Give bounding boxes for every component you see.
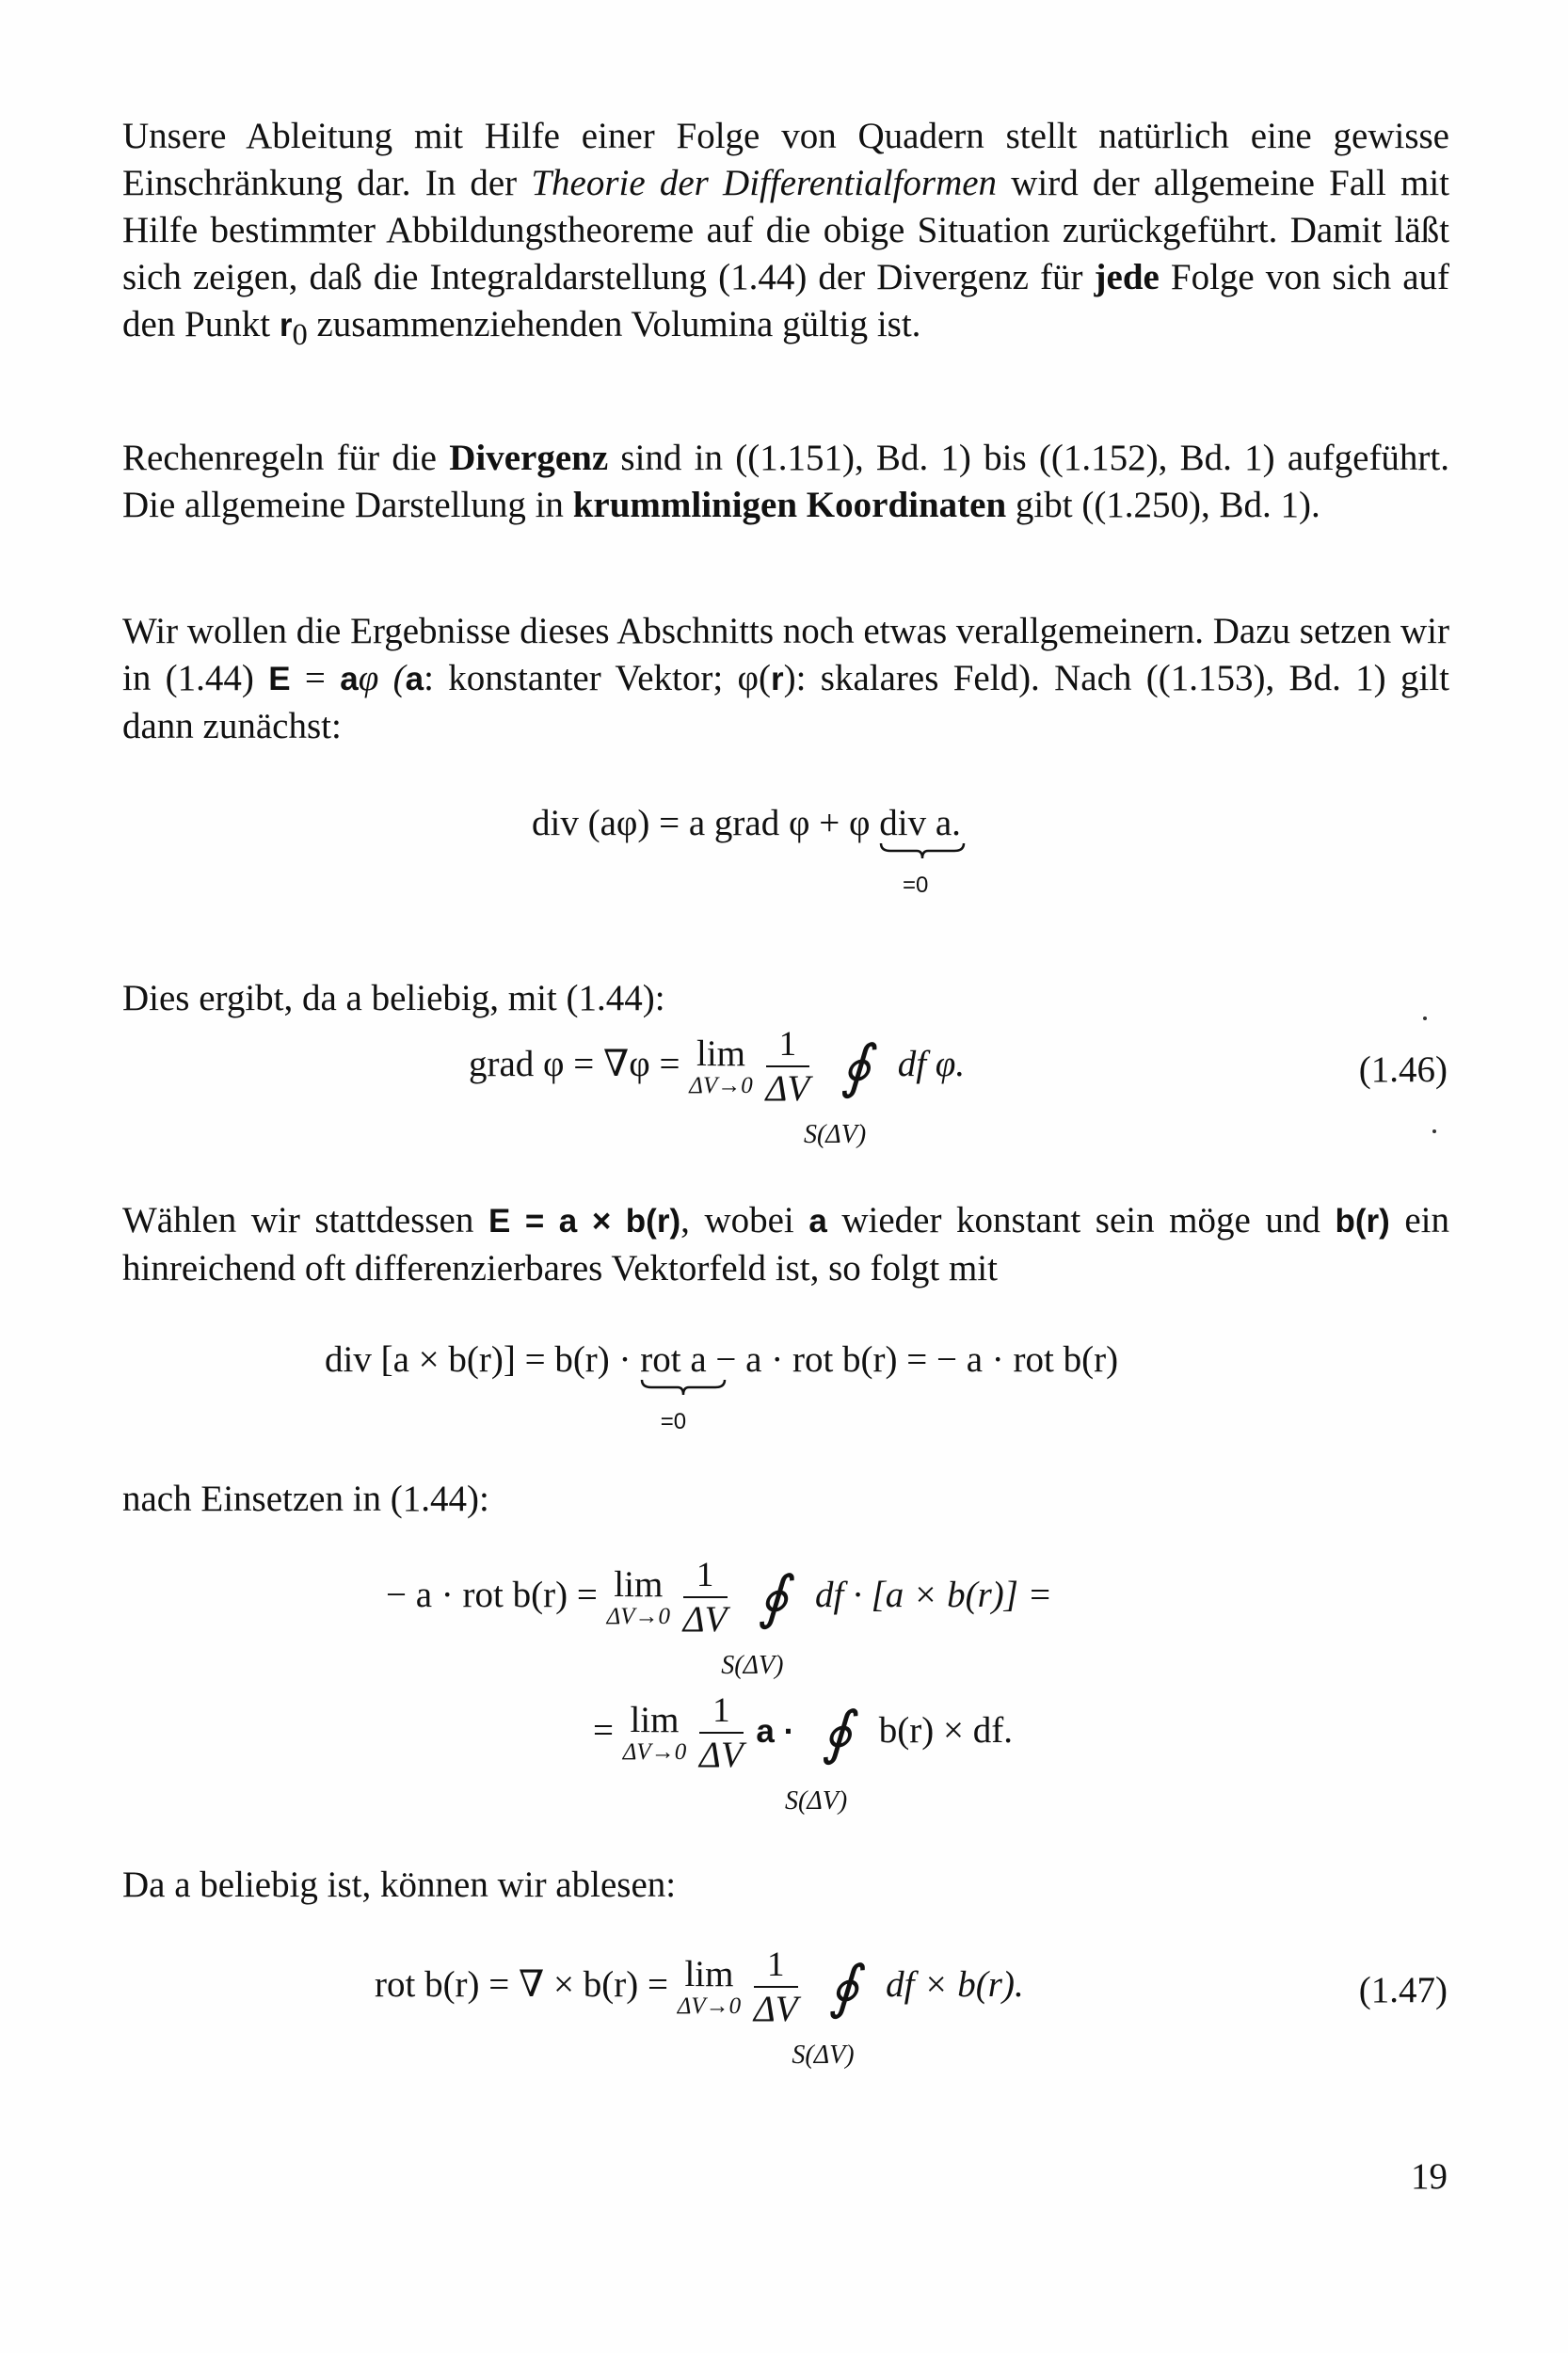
underbrace-icon: [640, 1378, 727, 1397]
equation-1-47: rot b(r) = ∇ × b(r) = lim ΔV→0 $\frac{1}{\Delta V}$ ∮ S(ΔV) df × b(r).: [375, 1945, 1024, 2070]
fraction: $\frac{1}{\Delta V}$: [682, 1556, 728, 1640]
equation-limit-line-2: = lim ΔV→0 $\frac{1}{\Delta V}$ a · ∮ S(ΔV) b(r) × df.: [593, 1691, 1013, 1816]
equation-div-cross: div [a × b(r)] = b(r) · rot a =0 − a · rot b(r) = − a · rot b(r): [325, 1337, 1118, 1384]
equation-number-1-47: (1.47): [1358, 1970, 1448, 2010]
paragraph-2: Rechenregeln für die Divergenz sind in ((1.151), Bd. 1) bis ((1.152), Bd. 1) aufgeführt. Die allgemeine Darstellung in krummlinigen Koordinaten gibt ((1.250), Bd. 1).: [122, 438, 1450, 525]
paragraph-4: Dies ergibt, da a beliebig, mit (1.44):: [122, 978, 665, 1018]
paragraph-6: nach Einsetzen in (1.44):: [122, 1479, 489, 1519]
fraction: $\frac{1}{\Delta V}$: [698, 1691, 744, 1775]
underbrace-rot-a: rot a =0: [640, 1337, 706, 1384]
equation-limit-line-1: − a · rot b(r) = lim ΔV→0 $\frac{1}{\Delta V}$ ∮ S(ΔV) df · [a × b(r)] =: [386, 1556, 1052, 1680]
equation-1-46: grad φ = ∇φ = lim ΔV→0 $\frac{1}{\Delta V}$ ∮ S(ΔV) df φ.: [469, 1025, 966, 1149]
paragraph-7: Da a beliebig ist, können wir ablesen:: [122, 1865, 677, 1905]
contour-integral: ∮ S(ΔV): [792, 1956, 859, 2070]
underbrace-div-a: div a =0: [879, 800, 952, 847]
contour-integral: ∮ S(ΔV): [803, 1035, 872, 1149]
scan-speck: [1423, 1016, 1427, 1020]
page-number: 19: [1411, 2156, 1448, 2197]
limit-operator: lim ΔV→0: [677, 1954, 742, 2019]
scan-speck: [1432, 1129, 1436, 1133]
limit-operator: lim ΔV→0: [689, 1033, 753, 1098]
fraction: $\frac{1}{\Delta V}$: [765, 1025, 810, 1109]
contour-integral: ∮ S(ΔV): [721, 1566, 789, 1680]
limit-operator: lim ΔV→0: [606, 1564, 671, 1629]
paragraph-5: Wählen wir stattdessen E = a × b(r), wobei a wieder konstant sein möge und b(r) ein hinreichend oft differenzierbares Vektorfeld ist, so folgt mit: [122, 1200, 1449, 1289]
paragraph-1: Unsere Ableitung mit Hilfe einer Folge von Quadern stellt natürlich eine gewisse Einschränkung dar. In der Theorie der Differentialformen wird der allgemeine Fall mit Hilfe bestimmter Abbildungstheoreme auf die obige Situation zurückgeführt. Damit läßt sich zeigen, daß die Integraldarstellung (1.44) der Divergenz für jede Folge von sich auf den Punkt $r_0$ zusammenziehenden Volumina gültig ist.: [122, 116, 1450, 352]
equation-number-1-46: (1.46): [1358, 1049, 1448, 1090]
fraction: $\frac{1}{\Delta V}$: [753, 1945, 798, 2029]
equation-div-a-phi: div (aφ) = a grad φ + φ div a =0 .: [532, 800, 961, 847]
limit-operator: lim ΔV→0: [622, 1700, 687, 1765]
paragraph-3: Wir wollen die Ergebnisse dieses Abschnitts noch etwas verallgemeinern. Dazu setzen wir in (1.44) E = aφ (a: konstanter Vektor; φ(r): skalares Feld). Nach ((1.153), Bd. 1) gilt dann zunächst:: [122, 611, 1449, 746]
contour-integral: ∮ S(ΔV): [785, 1702, 853, 1816]
underbrace-icon: [879, 841, 966, 860]
